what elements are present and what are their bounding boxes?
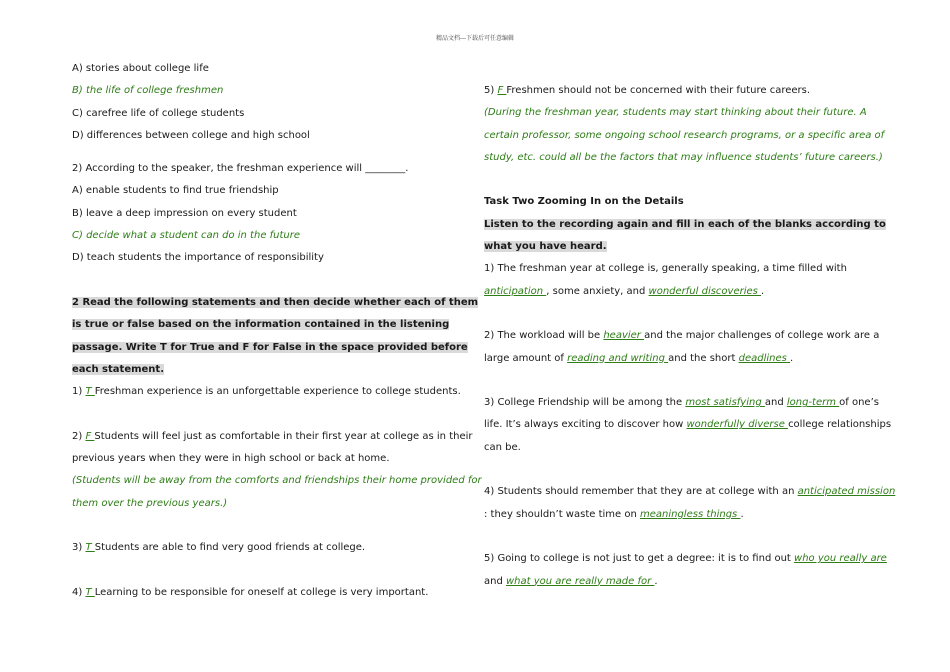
q2-option-d: D) teach students the importance of responsibility [72,252,324,264]
fill-q2-answer-1: heavier [603,330,645,342]
tf-answer-5: F [497,85,507,96]
fill-q1-line-2: anticipation , some anxiety, and wonderful discoveries . [484,285,765,297]
fill-q2-answer-3: deadlines [738,352,791,364]
fill-q3-line-2: life. It’s always exciting to discover how wonderfully diverse college relationships [484,419,892,431]
q2-option-c: C) decide what a student can do in the future [72,230,301,242]
fill-q5-line-2: and what you are really made for . [484,575,658,587]
fill-q3-answer-2: long-term [786,397,840,409]
tf-item-5-note-1: (During the freshman year, students may start thinking about their future. A [484,107,867,119]
fill-q4-line-1: 4) Students should remember that they are at college with an anticipated mission [484,486,896,498]
tf-answer-4: T [85,586,95,598]
fill-q2-answer-2: reading and writing [567,352,669,364]
task2-title: Task Two Zooming In on the Details [484,196,684,208]
fill-q1-answer-2: wonderful discoveries [648,285,762,297]
tf-item-4: 4) T Learning to be responsible for oneself at college is very important. [72,586,429,598]
q1-option-b: B) the life of college freshmen [72,85,224,97]
fill-q1-answer-1: anticipation [484,285,547,297]
tf-item-2-cont: previous years when they were in high school or back at home. [72,453,390,465]
task2-instruction-2: what you have heard. [484,241,607,253]
tf-item-5-note-2: certain professor, some ongoing school research programs, or a specific area of [484,129,885,141]
tf-item-2-note-2: them over the previous years.) [72,497,228,509]
fill-q3-line-3: can be. [484,441,521,453]
section2-heading-line-2: is true or false based on the information contained in the listening [72,319,450,331]
tf-item-2: 2) F Students will feel just as comfortable in their first year at college as in their [72,430,473,442]
tf-item-5: 5) F Freshmen should not be concerned with their future careers. [484,85,811,96]
tf-answer-1: T [85,386,95,398]
tf-answer-2: F [85,430,95,442]
fill-q1-line-1: 1) The freshman year at college is, generally speaking, a time filled with [484,263,847,275]
right-column [484,80,896,593]
tf-item-1: 1) T Freshman experience is an unforgettable experience to college students. [72,386,461,398]
q1-option-a: A) stories about college life [72,63,209,74]
fill-q5-line-1: 5) Going to college is not just to get a degree: it is to find out who you really are [484,553,887,565]
task2-instruction-1: Listen to the recording again and fill in each of the blanks according to [484,218,886,230]
tf-item-3: 3) T Students are able to find very good friends at college. [72,542,366,554]
fill-q2-line-2: large amount of reading and writing and the short deadlines . [484,352,794,364]
q2-option-b: B) leave a deep impression on every student [72,207,297,219]
q2-option-a: A) enable students to find true friendship [72,185,279,197]
q1-option-d: D) differences between college and high school [72,129,310,141]
fill-q5-answer-1: who you really are [794,553,887,565]
fill-q5-answer-2: what you are really made for [506,575,655,587]
section2-heading-line-3: passage. Write T for True and F for False in the space provided before [72,341,468,353]
tf-answer-3: T [85,542,95,554]
fill-q3-answer-1: most satisfying [685,397,765,409]
tf-item-5-note-3: study, etc. could all be the factors that may influence students’ future careers.) [484,151,883,163]
fill-q2-line-1: 2) The workload will be heavier and the major challenges of college work are a [484,330,880,342]
q2-stem: 2) According to the speaker, the freshman experience will ________. [72,163,409,175]
page-header: 精品文档---下载后可任意编辑 [435,35,515,42]
section2-heading-line-1: 2 Read the following statements and then decide whether each of them [72,296,479,308]
left-column [72,58,482,604]
fill-q4-answer-2: meaningless things [639,508,741,520]
q1-option-c: C) carefree life of college students [72,107,245,119]
tf-item-2-note-1: (Students will be away from the comforts and friendships their home provided for [72,475,482,487]
fill-q3-line-1: 3) College Friendship will be among the most satisfying and long-term of one’s [484,397,879,409]
fill-q3-answer-3: wonderfully diverse [686,419,789,431]
section2-heading-line-4: each statement. [72,363,165,375]
fill-q4-line-2: : they shouldn’t waste time on meaningless things . [484,508,744,520]
fill-q4-answer-1: anticipated mission [797,486,896,498]
